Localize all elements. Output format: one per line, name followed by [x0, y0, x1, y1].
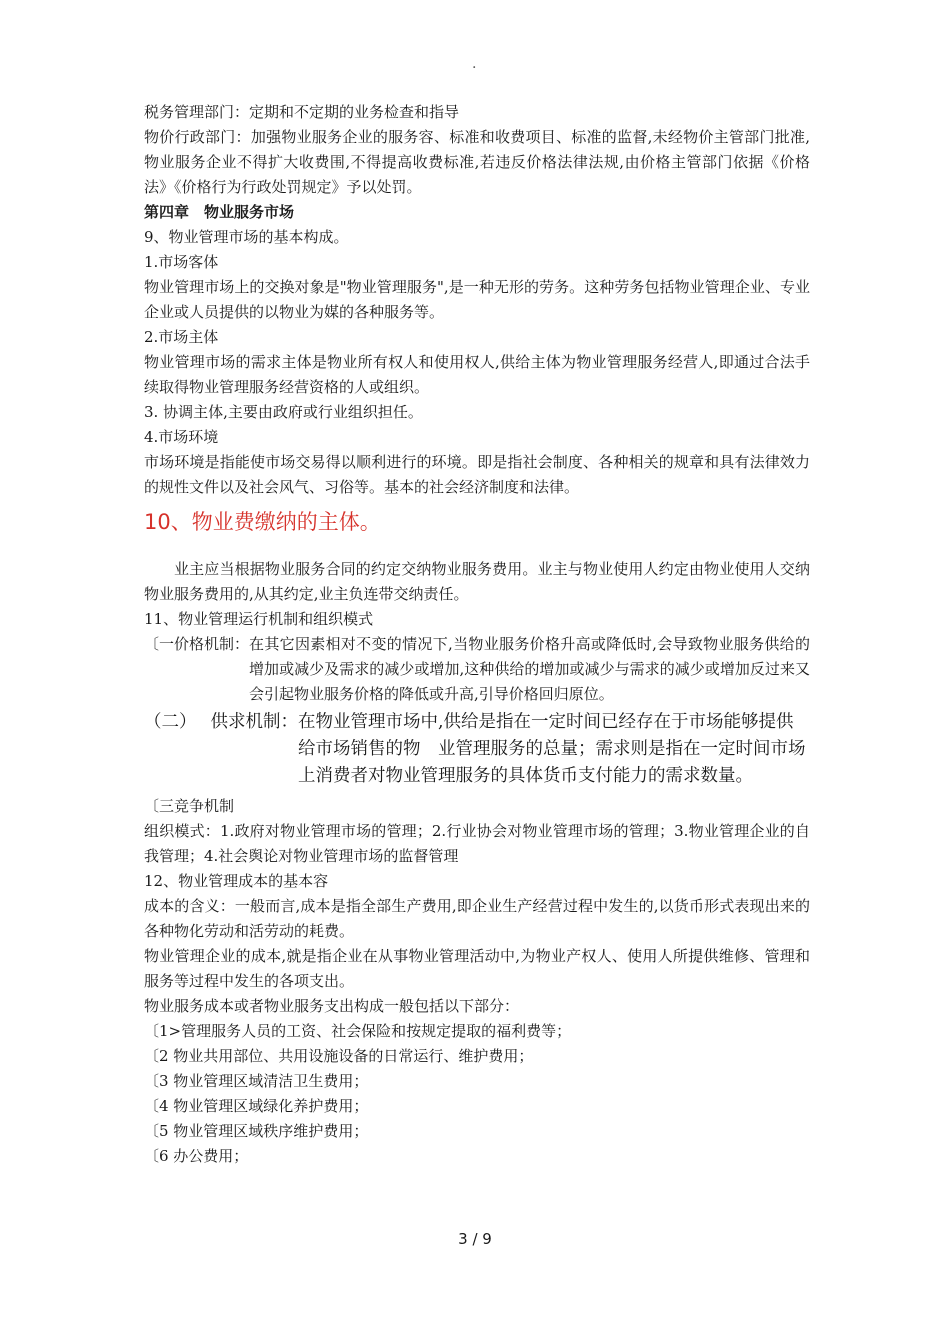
paragraph-market-subject: 物业管理市场的需求主体是物业所有权人和使用权人,供给主体为物业管理服务经营人,即通过合法手续取得物业管理服务经营资格的人或组织。 [144, 353, 810, 396]
supply-demand-name: 供求机制： [210, 712, 298, 732]
subheading-market-subject: 2.市场主体 [144, 328, 219, 346]
chapter-heading: 第四章 物业服务市场 [144, 203, 295, 221]
paragraph-org-model: 组织模式：1.政府对物业管理市场的管理；2.行业协会对物业管理市场的管理；3.物业管理企业的自我管理；4.社会舆论对物业管理市场的监督管理 [144, 822, 810, 865]
paragraph-coordination: 3. 协调主体,主要由政府或行业组织担任。 [144, 403, 423, 421]
question-10-heading: 10、物业费缴纳的主体。 [144, 510, 381, 534]
paragraph-market-environment: 市场环境是指能使市场交易得以顺利进行的环境。即是指社会制度、各种相关的规章和具有法律效力的规性文件以及社会风气、习俗等。基本的社会经济制度和法律。 [144, 453, 810, 496]
question-11: 11、物业管理运行机制和组织模式 [144, 610, 374, 628]
question-9: 9、物业管理市场的基本构成。 [144, 228, 349, 246]
paragraph-cost-definition: 成本的含义：一般而言,成本是指全部生产费用,即企业生产经营过程中发生的,以货币形式表现出来的各种物化劳动和活劳动的耗费。 [144, 897, 810, 940]
paragraph-price-dept: 物价行政部门：加强物业服务企业的服务容、标准和收费项目、标准的监督,未经物价主管部门批准,物业服务企业不得扩大收费围,不得提高收费标准,若违反价格法律法规,由价格主管部门依据《价格法》《价格行为行政处罚规定》予以处罚。 [144, 128, 810, 196]
price-mechanism-text: 在其它因素相对不变的情况下,当物业服务价格升高或降低时,会导致物业服务供给的增加或减少及需求的减少或增加,这种供给的增加或减少与需求的减少或增加反过来又会引起物业服务价格的降低或升高,引导价格回归原位。 [249, 635, 810, 703]
supply-demand-number: （二） [144, 712, 197, 732]
page-number: 3 / 9 [458, 1230, 492, 1248]
supply-demand-text: 在物业管理市场中,供给是指在一定时间已经存在于市场能够提供给市场销售的物 业管理服务的总量；需求则是指在一定时间市场上消费者对物业管理服务的具体货币支付能力的需求数量。 [298, 712, 806, 786]
subheading-market-object: 1.市场客体 [144, 253, 219, 271]
price-mechanism [144, 632, 810, 707]
list-item: 〔3 物业管理区域清洁卫生费用； [144, 1072, 369, 1090]
paragraph-tax-dept: 税务管理部门：定期和不定期的业务检查和指导 [144, 103, 460, 121]
supply-demand-label [144, 709, 298, 790]
question-12: 12、物业管理成本的基本容 [144, 872, 329, 890]
competition-mechanism: 〔三竞争机制 [144, 797, 235, 815]
list-item: 〔5 物业管理区域秩序维护费用； [144, 1122, 369, 1140]
subheading-market-environment: 4.市场环境 [144, 428, 219, 446]
price-mechanism-label: 〔一价格机制： [144, 635, 250, 653]
paragraph-market-object: 物业管理市场上的交换对象是"物业管理服务",是一种无形的劳务。这种劳务包括物业管理企业、专业企业或人员提供的以物业为媒的各种服务等。 [144, 278, 810, 321]
paragraph-cost-components: 物业服务成本或者物业服务支出构成一般包括以下部分： [144, 997, 520, 1015]
page-content [144, 100, 810, 1169]
header-dot: . [472, 56, 477, 72]
list-item: 〔2 物业共用部位、共用设施设备的日常运行、维护费用； [144, 1047, 534, 1065]
list-item: 〔4 物业管理区域绿化养护费用； [144, 1097, 369, 1115]
list-item: 〔1>管理服务人员的工资、社会保险和按规定提取的福利费等； [144, 1022, 572, 1040]
paragraph-fee-payer: 业主应当根据物业服务合同的约定交纳物业服务费用。业主与物业使用人约定由物业使用人交纳物业服务费用的,从其约定,业主负连带交纳责任。 [144, 560, 810, 603]
supply-demand-mechanism [144, 709, 810, 790]
list-item: 〔6 办公费用； [144, 1147, 249, 1165]
paragraph-company-cost: 物业管理企业的成本,就是指企业在从事物业管理活动中,为物业产权人、使用人所提供维修、管理和服务等过程中发生的各项支出。 [144, 947, 810, 990]
